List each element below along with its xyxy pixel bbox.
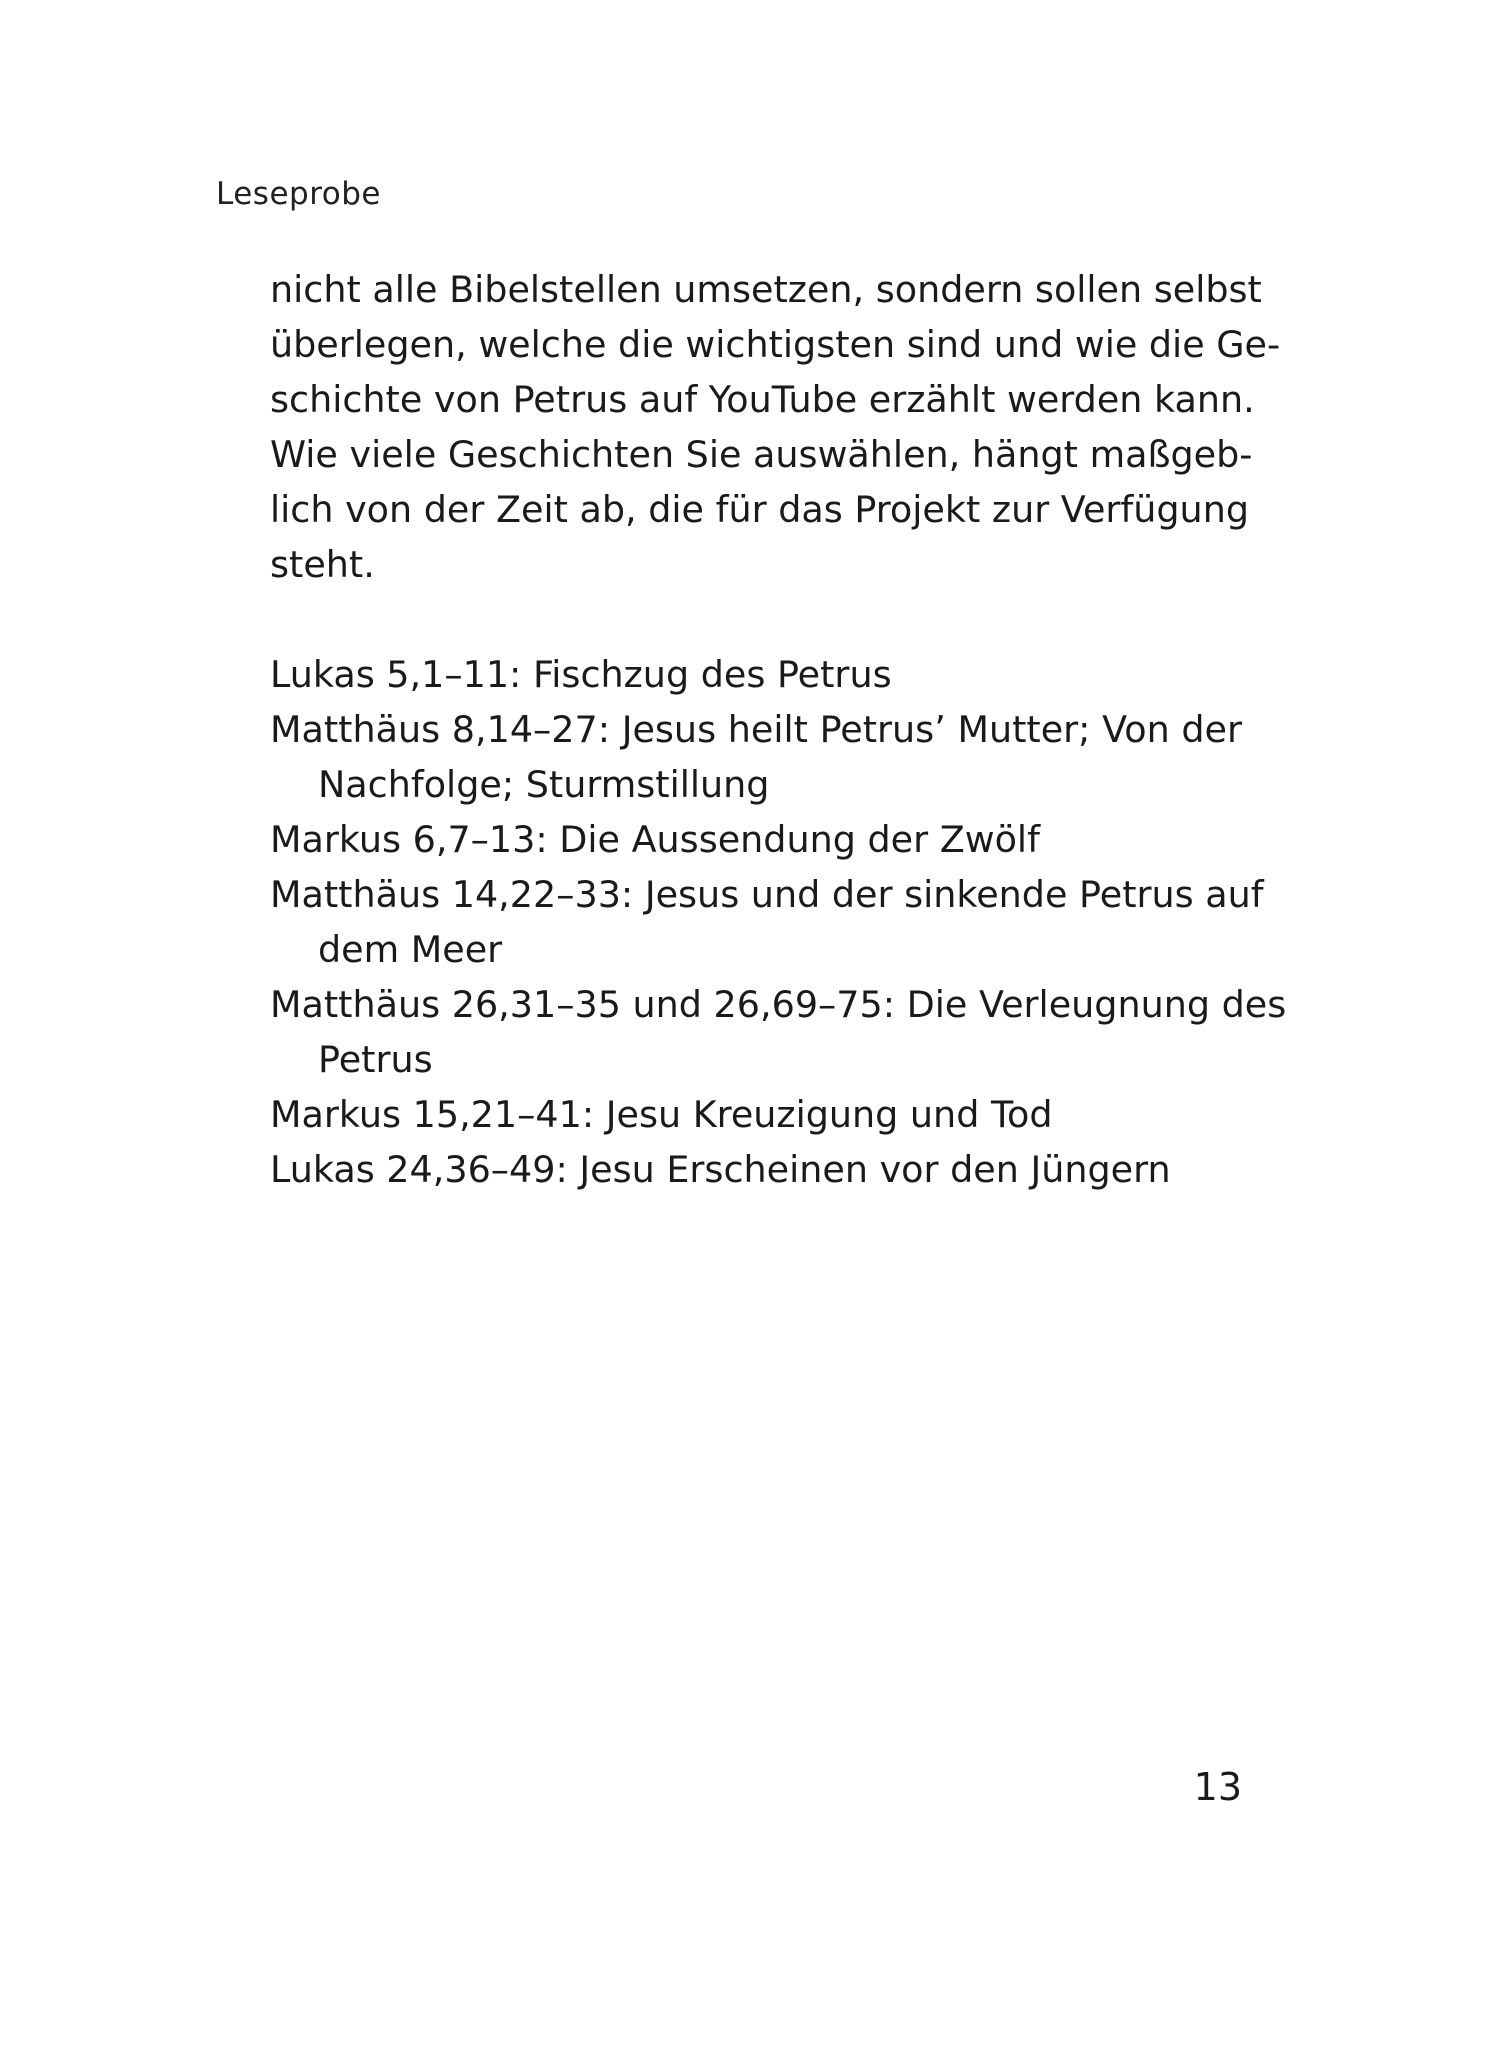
paragraph-line: steht. <box>270 543 375 586</box>
reference-entry <box>270 1142 1242 1197</box>
reference-continuation: Petrus <box>318 1038 433 1081</box>
bible-reference-list <box>270 647 1287 1197</box>
reference-line: Matthäus 14,22–33: Jesus und der sinkende Petrus auf <box>270 873 1264 916</box>
reference-entry <box>270 867 1264 977</box>
reference-line: Lukas 5,1–11: Fischzug des Petrus <box>270 653 892 696</box>
paragraph-line: schichte von Petrus auf YouTube erzählt werden kann. <box>270 378 1255 421</box>
main-text <box>270 262 1287 1197</box>
paragraph-line: lich von der Zeit ab, die für das Projekt zur Verfügung <box>270 488 1249 531</box>
paragraph-line: nicht alle Bibelstellen umsetzen, sondern sollen selbst <box>270 268 1262 311</box>
reference-entry <box>270 702 1242 812</box>
paragraph-line: Wie viele Geschichten Sie auswählen, hängt maßgeb- <box>270 433 1253 476</box>
reference-line: Matthäus 26,31–35 und 26,69–75: Die Verleugnung des <box>270 983 1287 1026</box>
reference-entry <box>270 977 1287 1087</box>
reference-entry <box>270 647 1242 702</box>
running-header: Leseprobe <box>216 176 381 212</box>
reference-line: Lukas 24,36–49: Jesu Erscheinen vor den Jüngern <box>270 1148 1171 1191</box>
reference-line: Matthäus 8,14–27: Jesus heilt Petrus’ Mutter; Von der <box>270 708 1242 751</box>
reference-line: Markus 6,7–13: Die Aussendung der Zwölf <box>270 818 1040 861</box>
paragraph-line: überlegen, welche die wichtigsten sind und wie die Ge- <box>270 323 1281 366</box>
body-paragraph <box>270 262 1281 592</box>
reference-entry <box>270 1087 1242 1142</box>
reference-entry <box>270 812 1242 867</box>
reference-continuation: dem Meer <box>318 928 503 971</box>
page-number: 13 <box>1193 1765 1242 1809</box>
reference-continuation: Nachfolge; Sturmstillung <box>318 763 770 806</box>
reference-line: Markus 15,21–41: Jesu Kreuzigung und Tod <box>270 1093 1053 1136</box>
